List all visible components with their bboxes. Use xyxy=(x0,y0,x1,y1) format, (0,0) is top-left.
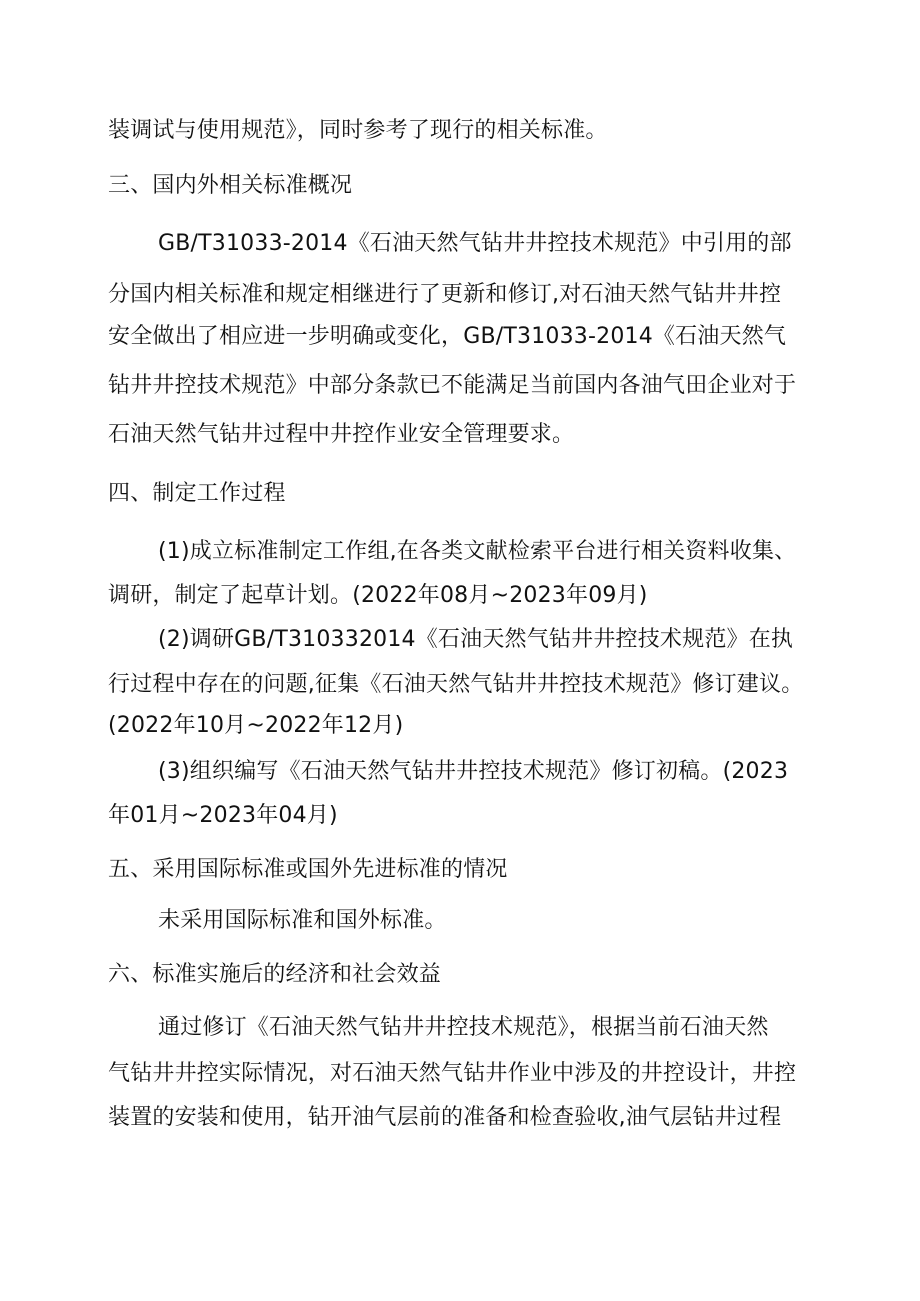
body-text-line: 钻井井控技术规范》中部分条款已不能满足当前国内各油气田企业对于 xyxy=(108,373,797,398)
body-text-line: 装置的安装和使用，钻开油气层前的准备和检查验收,油气层钻井过程 xyxy=(108,1105,782,1130)
body-text-line: 石油天然气钻井过程中井控作业安全管理要求。 xyxy=(108,422,575,447)
body-text-line: 安全做出了相应进一步明确或变化，GB/T31033-2014《石油天然气 xyxy=(108,324,787,349)
section-heading-5: 五、采用国际标准或国外先进标准的情况 xyxy=(108,857,508,882)
section-heading-4: 四、制定工作过程 xyxy=(108,481,286,506)
body-text-line: GB/T31033-2014《石油天然气钻井井控技术规范》中引用的部 xyxy=(158,231,792,256)
body-text-line: (3)组织编写《石油天然气钻井井控技术规范》修订初稿。(2023 xyxy=(158,759,789,784)
body-text-line: 气钻井井控实际情况，对石油天然气钻井作业中涉及的井控设计，井控 xyxy=(108,1061,797,1086)
section-heading-3: 三、国内外相关标准概况 xyxy=(108,173,353,198)
body-text-line: 行过程中存在的问题,征集《石油天然气钻井井控技术规范》修订建议。 xyxy=(108,672,804,697)
section-heading-6: 六、标准实施后的经济和社会效益 xyxy=(108,962,442,987)
body-text-line: 装调试与使用规范》，同时参考了现行的相关标准。 xyxy=(108,118,608,143)
body-text-line: 通过修订《石油天然气钻井井控技术规范》，根据当前石油天然 xyxy=(158,1015,769,1040)
body-text-line: (2022年10月~2022年12月) xyxy=(108,713,404,738)
body-text-line: 调研，制定了起草计划。(2022年08月~2023年09月) xyxy=(108,583,648,608)
body-text-line: (1)成立标准制定工作组,在各类文献检索平台进行相关资料收集、 xyxy=(158,539,797,564)
body-text-line: (2)调研GB/T310332014《石油天然气钻井井控技术规范》在执 xyxy=(158,627,794,652)
body-text-line: 未采用国际标准和国外标准。 xyxy=(158,908,447,933)
body-text-line: 年01月~2023年04月) xyxy=(108,803,338,828)
body-text-line: 分国内相关标准和规定相继进行了更新和修订,对石油天然气钻井井控 xyxy=(108,282,782,307)
